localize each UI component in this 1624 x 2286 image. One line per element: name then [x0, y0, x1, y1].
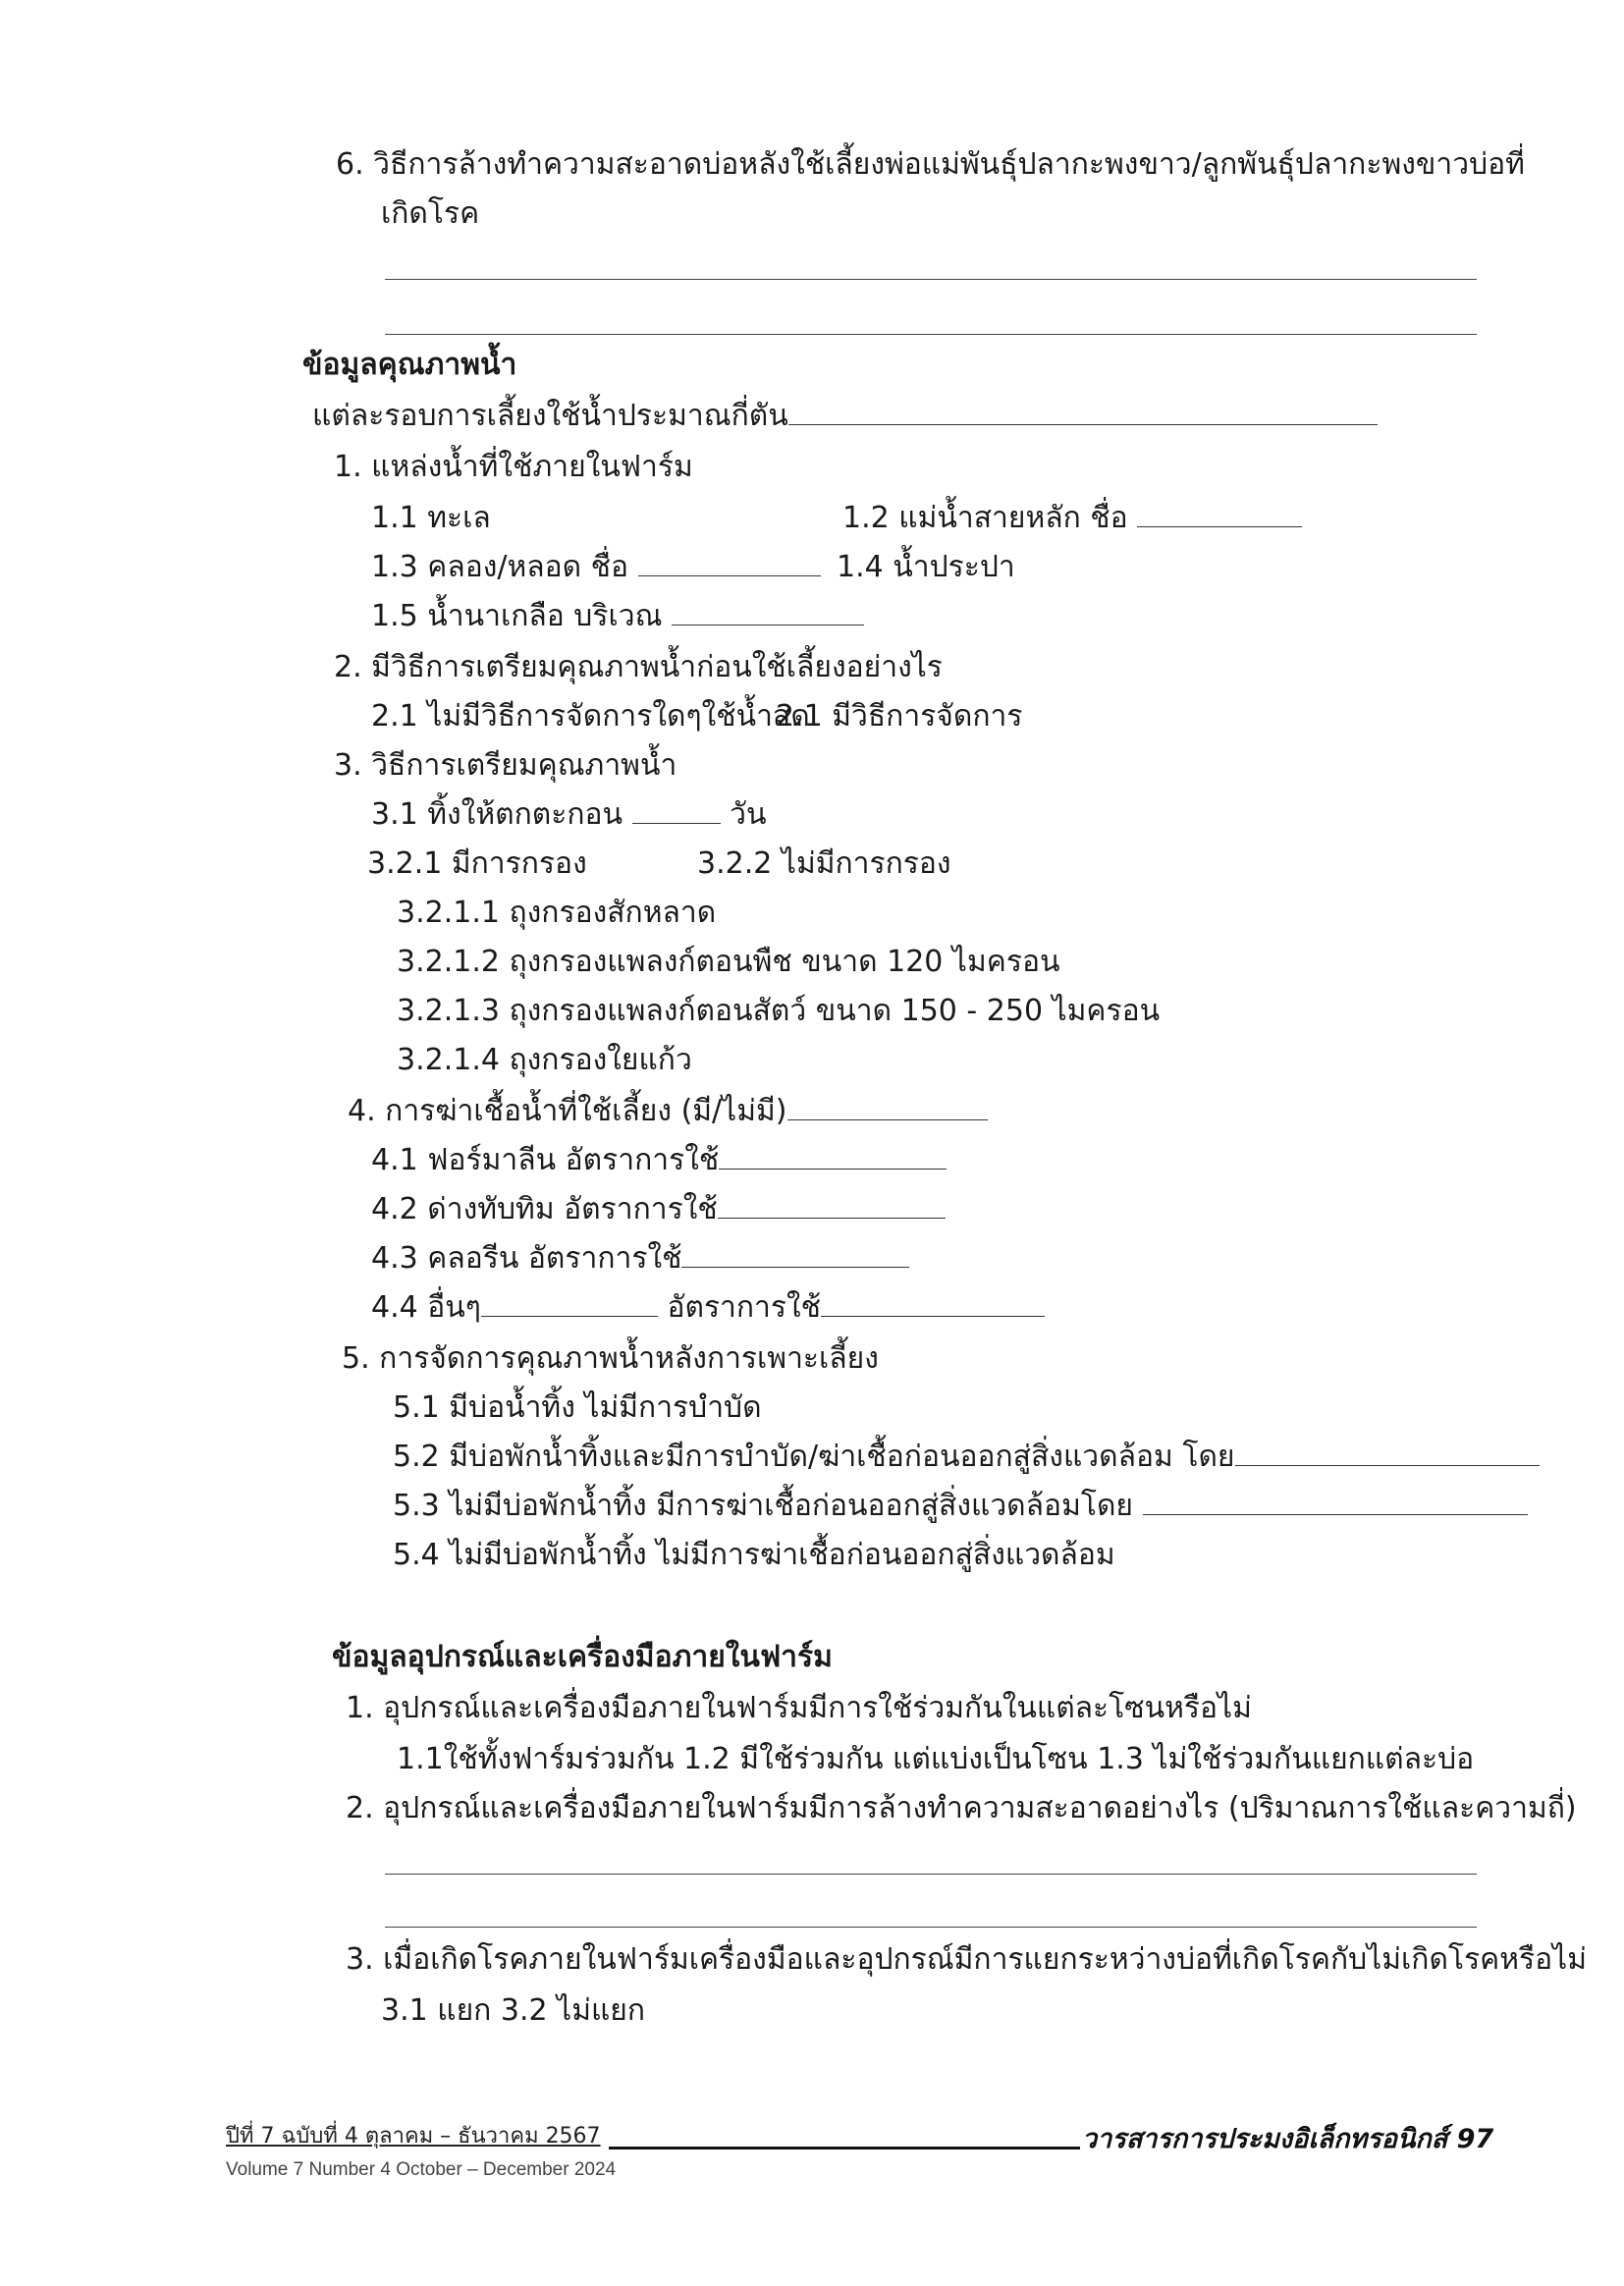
option-permanganate-label: 4.2 ด่างทับทิม อัตราการใช้ [371, 1192, 718, 1226]
filter-phytoplankton: 3.2.1.2 ถุงกรองแพลงก์ตอนพืช ขนาด 120 ไมครอน [397, 945, 1060, 979]
post-culture-question: 5. การจัดการคุณภาพน้ำหลังการเพาะเลี้ยง [342, 1341, 879, 1376]
option-has-management: 2.1 มีวิธีการจัดการ [776, 699, 1023, 734]
answer-line[interactable] [385, 1874, 1477, 1875]
option-chlorine [371, 1239, 909, 1279]
equipment-sharing-options: 1.1ใช้ทั้งฟาร์มร่วมกัน 1.2 มีใช้ร่วมกัน แต่แบ่งเป็นโซน 1.3 ไม่ใช้ร่วมกันแยกแต่ละบ่อ [397, 1742, 1475, 1776]
answer-line[interactable] [385, 334, 1477, 335]
water-prep-question: 2. มีวิธีการเตรียมคุณภาพน้ำก่อนใช้เลี้ยงอย่างไร [334, 650, 943, 684]
option-pond-with-treatment [393, 1438, 1540, 1477]
option-formalin-label: 4.1 ฟอร์มาลีน อัตราการใช้ [371, 1143, 720, 1177]
disinfection-question [348, 1092, 988, 1131]
water-quality-heading: ข้อมูลคุณภาพน้ำ [302, 348, 517, 382]
option-main-river [842, 499, 1302, 538]
answer-line[interactable] [385, 1927, 1477, 1928]
option-not-filtered: 3.2.2 ไม่มีการกรอง [697, 846, 951, 881]
salt-field-blank[interactable] [672, 599, 864, 626]
option-no-management: 2.1 ไม่มีวิธีการจัดการใดๆใช้น้ำสด [371, 699, 810, 734]
disinfection-blank[interactable] [787, 1094, 988, 1120]
days-unit: วัน [730, 797, 767, 832]
chlorine-rate-blank[interactable] [681, 1241, 909, 1268]
water-prep-method-heading: 3. วิธีการเตรียมคุณภาพน้ำ [334, 748, 677, 783]
treatment-method-blank[interactable] [1235, 1440, 1540, 1466]
option-canal [371, 548, 821, 587]
option-other [371, 1288, 1045, 1328]
option-potassium-permanganate [371, 1190, 946, 1229]
option-formalin [371, 1141, 947, 1180]
other-name-blank[interactable] [481, 1290, 658, 1317]
river-name-blank[interactable] [1137, 501, 1302, 527]
option-sedimentation [371, 795, 766, 835]
option-tap-water: 1.4 น้ำประปา [837, 550, 1015, 584]
option-drain-no-treatment: 5.1 มีบ่อน้ำทิ้ง ไม่มีการบำบัด [393, 1390, 762, 1425]
water-volume-blank[interactable] [788, 399, 1378, 425]
equipment-separation-question: 3. เมื่อเกิดโรคภายในฟาร์มเครื่องมือและอุปกรณ์มีการแยกระหว่างบ่อที่เกิดโรคกับไม่เกิดโรคหรือไม่ [346, 1942, 1588, 1977]
option-chlorine-label: 4.3 คลอรีน อัตราการใช้ [371, 1241, 682, 1276]
footer-divider [609, 2147, 1080, 2150]
option-pond-with-treatment-label: 5.2 มีบ่อพักน้ำทิ้งและมีการบำบัด/ฆ่าเชื้อก่อนออกสู่สิ่งแวดล้อม โดย [393, 1440, 1235, 1474]
issue-english: Volume 7 Number 4 October – December 2024 [226, 2159, 617, 2180]
option-no-pond-disinfect [393, 1487, 1528, 1526]
option-salt-field [371, 597, 864, 636]
days-blank[interactable] [632, 797, 721, 824]
disinfect-method-blank[interactable] [1143, 1489, 1528, 1515]
water-volume-label: แต่ละรอบการเลี้ยงใช้น้ำประมาณกี่ตัน [312, 399, 788, 433]
option-sea: 1.1 ทะเล [371, 501, 491, 535]
option-no-pond-no-disinfect: 5.4 ไม่มีบ่อพักน้ำทิ้ง ไม่มีการฆ่าเชื้อก่อนออกสู่สิ่งแวดล้อม [393, 1538, 1115, 1572]
equipment-cleaning-question: 2. อุปกรณ์และเครื่องมือภายในฟาร์มมีการล้างทำความสะอาดอย่างไร (ปริมาณการใช้และความถี่) [346, 1791, 1577, 1825]
option-main-river-label: 1.2 แม่น้ำสายหลัก ชื่อ [842, 501, 1128, 535]
equipment-separation-options: 3.1 แยก 3.2 ไม่แยก [381, 1993, 646, 2028]
permanganate-rate-blank[interactable] [718, 1192, 946, 1219]
journal-title-page-number: วารสารการประมงอิเล็กทรอนิกส์ 97 [1082, 2124, 1494, 2154]
water-source-question: 1. แหล่งน้ำที่ใช้ภายในฟาร์ม [334, 450, 693, 484]
disinfection-label: 4. การฆ่าเชื้อน้ำที่ใช้เลี้ยง (มี/ไม่มี) [348, 1094, 787, 1128]
option-sedimentation-label: 3.1 ทิ้งให้ตกตะกอน [371, 797, 623, 832]
option-other-label: 4.4 อื่นๆ [371, 1290, 481, 1325]
option-filtered: 3.2.1 มีการกรอง [367, 846, 587, 881]
option-salt-field-label: 1.5 น้ำนาเกลือ บริเวณ [371, 599, 663, 633]
equipment-heading: ข้อมูลอุปกรณ์และเครื่องมือภายในฟาร์ม [332, 1640, 833, 1674]
water-volume-question [312, 397, 1378, 436]
issue-thai: ปีที่ 7 ฉบับที่ 4 ตุลาคม – ธันวาคม 2567 [226, 2124, 601, 2149]
formalin-rate-blank[interactable] [719, 1143, 947, 1170]
filter-felt: 3.2.1.1 ถุงกรองสักหลาด [397, 896, 717, 930]
filter-fiberglass: 3.2.1.4 ถุงกรองใยแก้ว [397, 1043, 692, 1077]
canal-name-blank[interactable] [638, 550, 821, 576]
option-canal-label: 1.3 คลอง/หลอด ชื่อ [371, 550, 629, 584]
option-no-pond-disinfect-label: 5.3 ไม่มีบ่อพักน้ำทิ้ง มีการฆ่าเชื้อก่อนออกสู่สิ่งแวดล้อมโดย [393, 1489, 1134, 1523]
other-rate-blank[interactable] [821, 1290, 1045, 1317]
question-6-line-2: เกิดโรค [381, 196, 480, 231]
answer-line[interactable] [385, 279, 1477, 280]
filter-zooplankton: 3.2.1.3 ถุงกรองแพลงก์ตอนสัตว์ ขนาด 150 - 250 ไมครอน [397, 994, 1161, 1028]
other-rate-label: อัตราการใช้ [667, 1290, 822, 1325]
question-6-line-1: 6. วิธีการล้างทำความสะอาดบ่อหลังใช้เลี้ยงพ่อแม่พันธุ์ปลากะพงขาว/ลูกพันธุ์ปลากะพงขาวบ่อที่ [336, 147, 1525, 182]
equipment-sharing-question: 1. อุปกรณ์และเครื่องมือภายในฟาร์มมีการใช้ร่วมกันในแต่ละโซนหรือไม่ [346, 1691, 1252, 1725]
